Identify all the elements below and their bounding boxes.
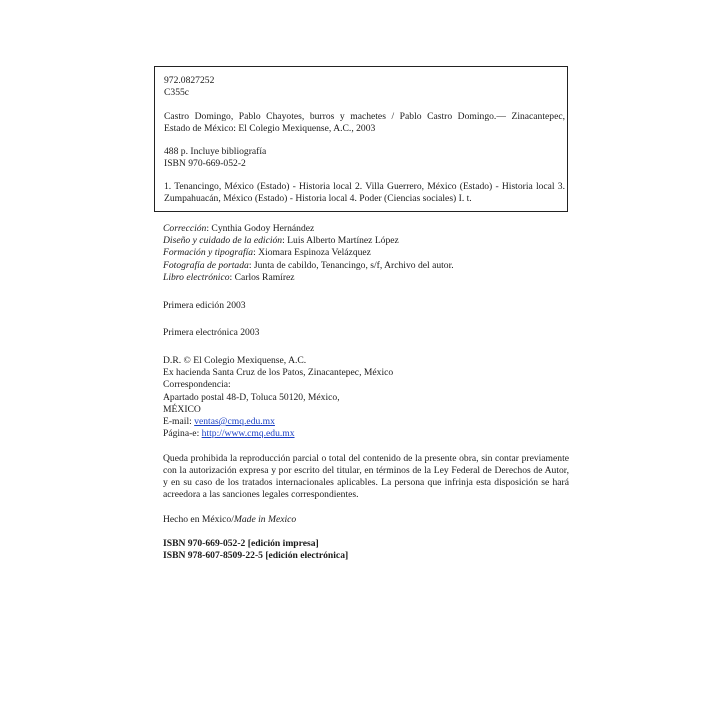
- catalog-record-box: [154, 66, 568, 212]
- subjects-line-2: Zumpahuacán, México (Estado) - Historia local 4. Poder (Ciencias sociales) I. t.: [164, 192, 472, 204]
- credit-value: Cynthia Godoy Hernández: [211, 223, 315, 234]
- publisher-info: [163, 355, 569, 440]
- page-count: 488 p. Incluye bibliografía: [164, 145, 267, 157]
- credit-row: Corrección: Cynthia Godoy Hernández: [163, 223, 315, 234]
- website-link[interactable]: http://www.cmq.edu.mx: [201, 428, 295, 440]
- classification-number: 972.0827252: [164, 75, 215, 86]
- credit-label: Formación y tipografía: [163, 247, 254, 259]
- page-content: [163, 223, 569, 562]
- citation-line-2: Estado de México: El Colegio Mexiquense, A.C., 2003: [164, 123, 376, 135]
- credit-row: Libro electrónico: Carlos Ramírez: [163, 271, 295, 283]
- cutter-number: C355c: [164, 87, 190, 99]
- publisher-address: Ex hacienda Santa Cruz de los Patos, Zinacantepec, México: [163, 367, 394, 379]
- email-link[interactable]: ventas@cmq.edu.mx: [194, 415, 275, 427]
- credit-label: Diseño y cuidado de la edición: [163, 235, 283, 247]
- correspondence-label: Correspondencia:: [163, 379, 231, 391]
- credit-row: Formación y tipografía: Xiomara Espinoza Velázquez: [163, 247, 371, 259]
- subjects-line-1: 1. Tenancingo, México (Estado) - Historia local 2. Villa Guerrero, México (Estado) - Historia local 3.: [164, 180, 565, 192]
- web-row: [163, 428, 569, 440]
- credit-value: Xiomara Espinoza Velázquez: [258, 247, 371, 259]
- credit-label: Corrección: [163, 223, 207, 234]
- isbn-print: ISBN 970-669-052-2 [edición impresa]: [163, 537, 319, 549]
- credit-value: Junta de cabildo, Tenancingo, s/f, Archivo del autor.: [253, 259, 454, 271]
- first-electronic-edition: Primera electrónica 2003: [163, 327, 260, 339]
- country: MÉXICO: [163, 403, 201, 415]
- web-label: Página-e:: [163, 428, 202, 440]
- isbn-electronic: ISBN 978-607-8509-22-5 [edición electrónica]: [163, 550, 349, 562]
- credit-label: Fotografía de portada: [163, 259, 249, 271]
- legal-notice: Queda prohibida la reproducción parcial o total del contenido de la presente obra, sin contar previamente con la autorización expresa y por escrito del titular, en términos de la Ley Federal de Derechos de Autor, y en su caso de los tratados internacionales aplicables. La persona que infrinja esta disposición se hará acreedora a las sanciones legales correspondientes.: [163, 452, 569, 501]
- email-label: E-mail:: [163, 415, 195, 427]
- made-in: Hecho en México/Made in Mexico: [163, 513, 297, 525]
- credits-list: [163, 223, 569, 284]
- citation-line-1: Castro Domingo, Pablo Chayotes, burros y machetes / Pablo Castro Domingo.— Zinacantepec,: [164, 110, 565, 122]
- credit-row: Fotografía de portada: Junta de cabildo, Tenancingo, s/f, Archivo del autor.: [163, 259, 454, 271]
- credit-value: Carlos Ramírez: [234, 271, 295, 283]
- credit-label: Libro electrónico: [163, 271, 230, 283]
- made-in-spanish: Hecho en México: [163, 513, 232, 525]
- po-box: Apartado postal 48-D, Toluca 50120, México,: [163, 391, 340, 403]
- catalog-isbn: ISBN 970-669-052-2: [164, 158, 246, 170]
- made-in-english: Made in Mexico: [233, 513, 297, 525]
- first-edition: Primera edición 2003: [163, 299, 246, 311]
- credit-value: Luis Alberto Martínez López: [287, 235, 399, 247]
- email-row: [163, 416, 569, 428]
- credit-row: Diseño y cuidado de la edición: Luis Alberto Martínez López: [163, 235, 399, 247]
- rights-notice: D.R. © El Colegio Mexiquense, A.C.: [163, 354, 307, 366]
